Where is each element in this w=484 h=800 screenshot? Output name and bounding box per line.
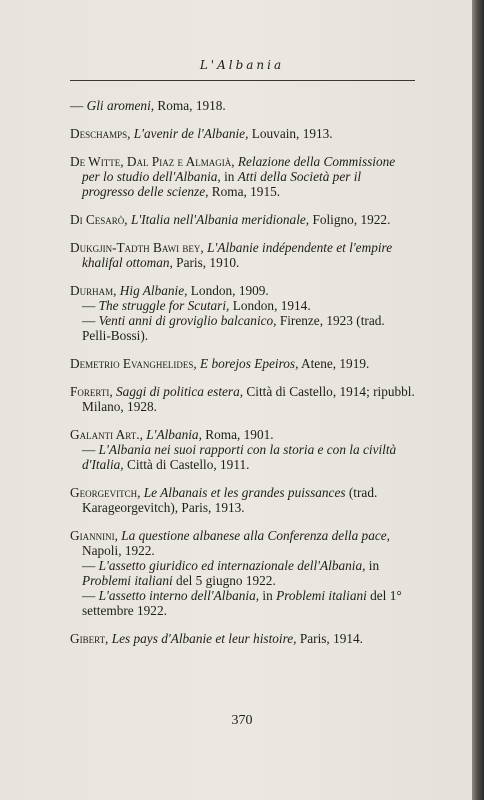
entry-title: L'Albania, [146, 427, 202, 442]
entry-author: Dukgjin-Tadth Bawi bey, [70, 240, 204, 255]
entry-title: La questione albanese alla Conferenza della pace, [121, 528, 390, 543]
entry-text [70, 528, 415, 618]
entry-prefix: — [82, 313, 99, 328]
entry-text [70, 356, 415, 371]
entry-title: Gli aromeni, [86, 98, 155, 113]
entry-author: De Witte, Dal Piaz e Almagià, [70, 154, 235, 169]
entry-title: L'Albania nei suoi rapporti con la storia e con la civiltà d'Italia, [82, 442, 397, 472]
entry-rest: Louvain, 1913. [248, 126, 333, 141]
book-spine-shadow [472, 0, 484, 800]
bibliography-entry [70, 212, 415, 227]
entry-rest: Roma, 1918. [154, 98, 226, 113]
entry-rest: Paris, 1910. [172, 255, 240, 270]
entry-title: Problemi italiani [276, 588, 367, 603]
entry-rest: Napoli, 1922. [82, 543, 155, 558]
bibliography-entry [70, 240, 415, 270]
entry-text [70, 126, 415, 141]
entry-author: Giannini, [70, 528, 118, 543]
entry-rest: Foligno, 1922. [309, 212, 391, 227]
bibliography-entry [70, 485, 415, 515]
entry-author: Di Cesarò, [70, 212, 128, 227]
running-head: L'Albania [199, 58, 285, 72]
entry-author: Georgevitch, [70, 485, 141, 500]
entry-title: Les pays d'Albanie et leur histoire, [111, 631, 297, 646]
bibliography-entry [70, 283, 415, 343]
entry-author: Galanti Art., [70, 427, 143, 442]
entry-rest: Paris, 1914. [296, 631, 364, 646]
entry-title: E borejos Epeiros, [200, 356, 299, 371]
entry-rest: in [220, 169, 238, 184]
entry-rest: Atene, 1919. [298, 356, 370, 371]
entry-prefix: — [82, 588, 99, 603]
bibliography-entry [70, 528, 415, 618]
entry-prefix: — [82, 298, 99, 313]
entry-text [70, 98, 415, 113]
entry-rest: del 1° settembre 1922. [82, 588, 402, 618]
entry-author: Durham, [70, 283, 117, 298]
entry-prefix: — [70, 98, 87, 113]
entry-title: Relazione della Commissione per lo studio dell'Albania, [82, 154, 396, 184]
entry-title: Problemi italiani [82, 573, 173, 588]
entry-author: Gibert, [70, 631, 109, 646]
entry-text [70, 240, 415, 270]
entry-title: L'avenir de l'Albanie, [133, 126, 249, 141]
entry-author: Forerti, [70, 384, 113, 399]
entry-rest: del 5 giugno 1922. [172, 573, 276, 588]
entry-text [70, 485, 415, 515]
entry-text [70, 427, 415, 472]
entry-prefix: — [82, 442, 99, 457]
bibliography-entry [70, 384, 415, 414]
entry-rest: (trad. Karageorgevitch), Paris, 1913. [82, 485, 378, 515]
bibliography-entry [70, 427, 415, 472]
entry-title: L'Italia nell'Albania meridionale, [130, 212, 310, 227]
entry-title: Atti della Società per il progresso delle scienze, [82, 169, 362, 199]
entry-author: Deschamps, [70, 126, 131, 141]
entry-rest: London, 1909. [187, 283, 269, 298]
entry-rest: Roma, 1901. [201, 427, 274, 442]
page-number: 370 [231, 713, 253, 728]
entry-rest: Città di Castello, 1911. [123, 457, 250, 472]
bibliography-entry [70, 356, 415, 371]
entry-title: L'assetto interno dell'Albania, [98, 588, 260, 603]
entry-rest: in [259, 588, 277, 603]
entry-text [70, 154, 415, 199]
entry-rest: Firenze, 1923 (trad. Pelli-Bossi). [82, 313, 385, 343]
bibliography-list [70, 98, 415, 659]
entry-prefix: — [82, 558, 99, 573]
entry-rest: Roma, 1915. [208, 184, 281, 199]
bibliography-entry [70, 631, 415, 646]
entry-title: L'Albanie indépendente et l'empire khalifal ottoman, [82, 240, 393, 270]
entry-author: Demetrio Evanghelides, [70, 356, 197, 371]
entry-text [70, 631, 415, 646]
entry-text [70, 212, 415, 227]
entry-title: Saggi di politica estera, [116, 384, 244, 399]
entry-title: Hig Albanie, [119, 283, 188, 298]
entry-text [70, 384, 415, 414]
entry-title: Venti anni di groviglio balcanico, [98, 313, 277, 328]
entry-title: The struggle for Scutari, [98, 298, 230, 313]
entry-rest: in [365, 558, 380, 573]
entry-rest: London, 1914. [229, 298, 311, 313]
entry-title: L'assetto giuridico ed internazionale dell'Albania, [98, 558, 366, 573]
bibliography-entry [70, 98, 415, 113]
bibliography-entry [70, 154, 415, 199]
entry-rest: Città di Castello, 1914; ripubbl. Milano, 1928. [82, 384, 415, 414]
entry-title: Le Albanais et les grandes puissances [143, 485, 346, 500]
header-rule [70, 80, 415, 81]
entry-text [70, 283, 415, 343]
bibliography-entry [70, 126, 415, 141]
